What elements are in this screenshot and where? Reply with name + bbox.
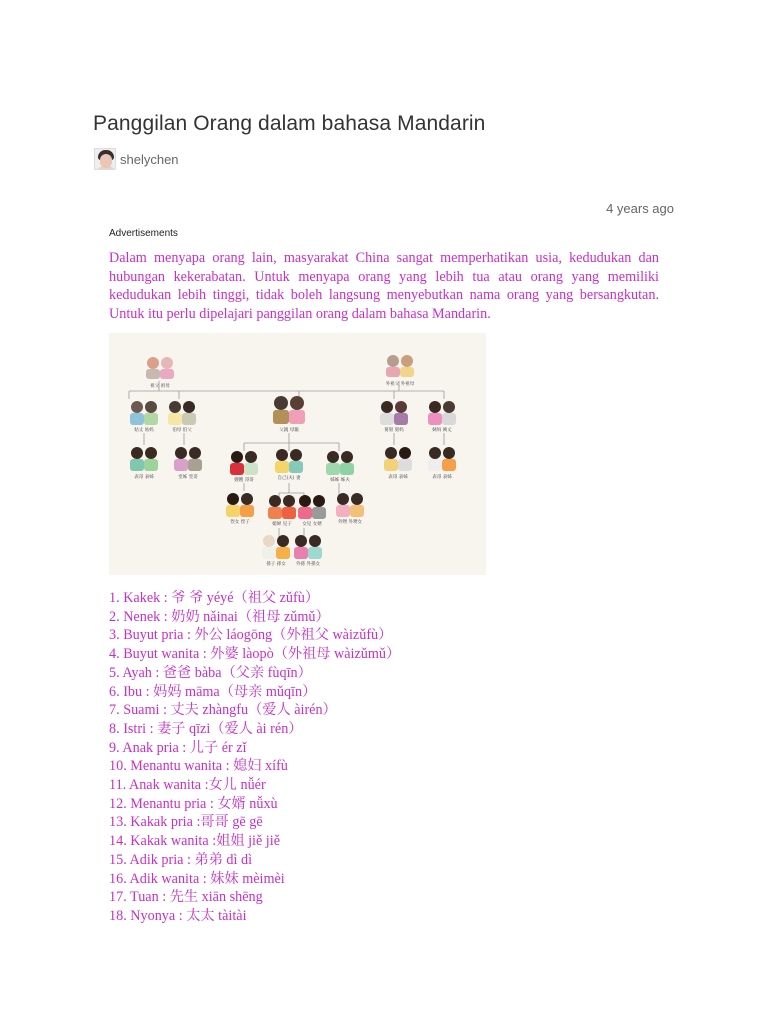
list-item: 12. Menantu pria : 女婿 nǚxù [109, 795, 278, 812]
list-item: 4. Buyut wanita : 外婆 làopò（外祖母 wàizǔmǔ） [109, 646, 401, 663]
list-item: 5. Ayah : 爸爸 bàba（父亲 fùqīn） [109, 664, 312, 681]
post-timestamp: 4 years ago [606, 201, 674, 216]
list-item: 1. Kakek : 爷 爷 yéyé（祖父 zǔfù） [109, 590, 320, 606]
list-item: 3. Buyut pria : 外公 láogōng（外祖父 wàizǔfù） [109, 627, 393, 644]
svg-text:父親 母親: 父親 母親 [279, 428, 299, 433]
svg-text:外祖父 外祖母: 外祖父 外祖母 [385, 382, 415, 387]
svg-text:媳婦 兒子: 媳婦 兒子 [272, 522, 292, 527]
svg-text:表哥 表姊: 表哥 表姊 [388, 475, 408, 480]
list-item: 7. Suami : 丈夫 zhàngfu（爱人 àirén） [109, 702, 337, 719]
list-item: 14. Kakak wanita :姐姐 jiě jiě [109, 833, 280, 850]
list-item: 6. Ibu : 妈妈 māma（母亲 mǔqīn） [109, 683, 317, 700]
svg-text:姊姊 姊夫: 姊姊 姊夫 [330, 478, 350, 483]
list-item: 8. Istri : 妻子 qīzi（爱人 ài rén） [109, 720, 303, 737]
author-name[interactable]: shelychen [120, 151, 179, 167]
list-item: 17. Tuan : 先生 xiān shēng [109, 889, 263, 906]
list-item: 9. Anak pria : 儿子 ér zǐ [109, 739, 247, 756]
svg-text:姑丈 姑妈: 姑丈 姑妈 [134, 428, 154, 433]
list-item: 2. Nenek : 奶奶 nǎinai（祖母 zǔmǔ） [109, 608, 330, 625]
post-title: Panggilan Orang dalam bahasa Mandarin [93, 112, 486, 135]
list-item: 10. Menantu wanita : 媳妇 xífù [109, 758, 288, 775]
svg-text:孫子 孫女: 孫子 孫女 [266, 562, 286, 567]
svg-text:嫂嫂 哥哥: 嫂嫂 哥哥 [234, 478, 254, 483]
list-item: 13. Kakak pria :哥哥 gē gē [109, 814, 263, 831]
svg-text:表哥 表姊: 表哥 表姊 [432, 475, 452, 480]
svg-text:堂姊 堂哥: 堂姊 堂哥 [178, 475, 198, 480]
svg-text:侄女 侄子: 侄女 侄子 [230, 520, 250, 525]
list-item: 11. Anak wanita :女儿 nǚér [109, 777, 266, 794]
intro-paragraph: Dalam menyapa orang lain, masyarakat China sangat memperhatikan usia, kedudukan dan hubungan kekerabatan. Untuk menyapa orang yang lebih tua atau orang yang memiliki kedudukan lebih tinggi, tidak boleh langsung menyebutkan nama orang yang bersangkutan. Untuk itu perlu dipelajari panggilan orang dalam bahasa Mandarin. [109, 250, 659, 322]
svg-text:外孫 外孫女: 外孫 外孫女 [296, 562, 320, 567]
list-item: 15. Adik pria : 弟弟 dì dì [109, 851, 253, 868]
list-item: 18. Nyonya : 太太 tàitài [109, 907, 247, 924]
list-item: 16. Adik wanita : 妹妹 mèimèi [109, 870, 285, 887]
family-tree-illustration [109, 333, 486, 575]
kinship-terms-list [109, 589, 400, 926]
svg-text:自己(夫) 妻: 自己(夫) 妻 [277, 476, 301, 481]
svg-text:外甥 外甥女: 外甥 外甥女 [338, 520, 362, 525]
svg-text:女兒 女婿: 女兒 女婿 [302, 522, 322, 527]
svg-text:伯母 伯父: 伯母 伯父 [172, 428, 192, 433]
author-byline[interactable] [94, 147, 179, 171]
svg-text:祖父 祖母: 祖父 祖母 [150, 384, 170, 389]
svg-text:姨妈 姨丈: 姨妈 姨丈 [432, 428, 452, 433]
advertisements-label: Advertisements [109, 228, 178, 239]
family-tree-drawing [109, 333, 486, 575]
avatar[interactable] [94, 148, 116, 170]
svg-text:表哥 表姊: 表哥 表姊 [134, 475, 154, 480]
svg-text:舅舅 舅妈: 舅舅 舅妈 [384, 428, 404, 433]
